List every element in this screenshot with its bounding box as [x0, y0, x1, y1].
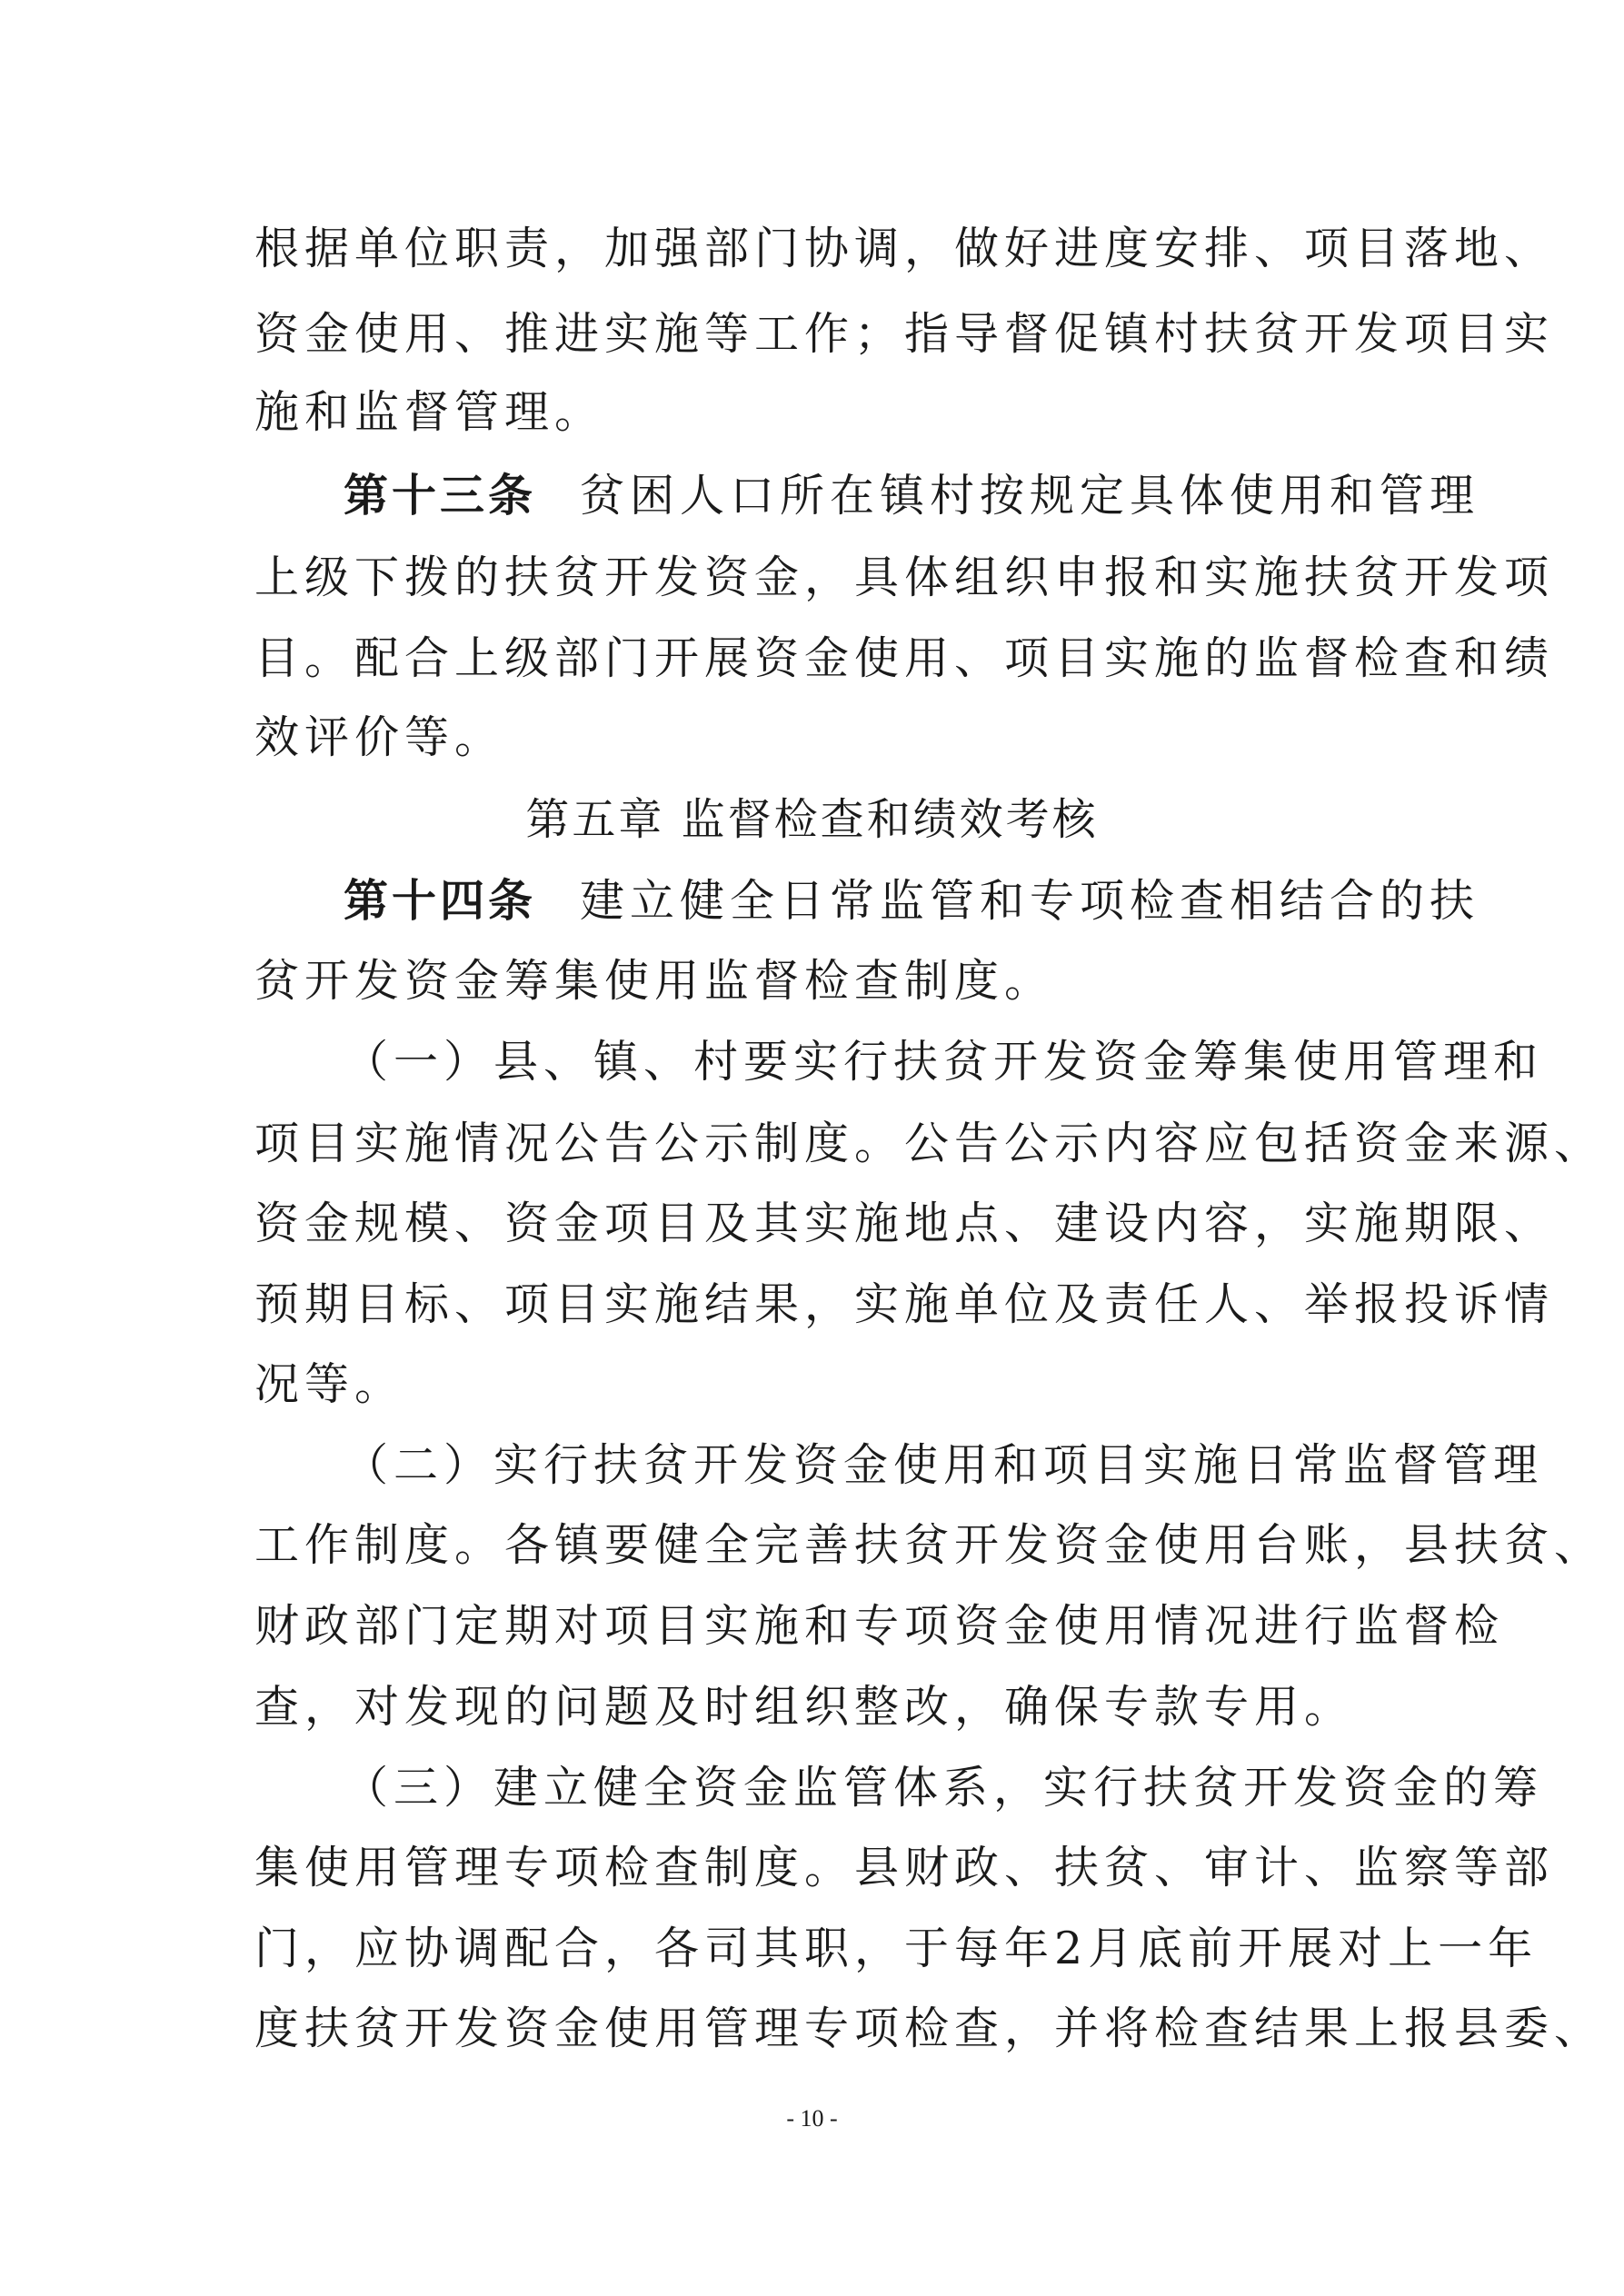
article-13-text: 贫困人口所在镇村按规定具体使用和管理 [580, 470, 1480, 522]
item-2-line-3: 财政部门定期对项目实施和专项资金使用情况进行监督检 [254, 1600, 1505, 1652]
item-1-line-2: 项目实施情况公告公示制度。公告公示内容应包括资金来源、 [254, 1118, 1605, 1169]
chapter-title: 第五章 监督检查和绩效考核 [525, 794, 1099, 845]
item-3-line-3: 门，应协调配合，各司其职，于每年2月底前开展对上一年 [254, 1923, 1539, 1974]
article-14-text: 建立健全日常监管和专项检查相结合的扶 [580, 875, 1480, 927]
paragraph-1-line-3: 施和监督管理。 [254, 386, 605, 438]
article-13-heading: 第十三条 [344, 469, 537, 522]
article-14-line-2: 贫开发资金筹集使用监督检查制度。 [254, 955, 1055, 1007]
paragraph-1-line-1: 根据单位职责，加强部门协调，做好进度安排、项目落地、 [254, 223, 1555, 274]
page-number: - 10 - [786, 2105, 838, 2132]
item-2-line-4: 查，对发现的问题及时组织整改，确保专款专用。 [254, 1681, 1355, 1733]
article-14-line-1 [344, 873, 1480, 929]
item-3-line-2: 集使用管理专项检查制度。县财政、扶贫、审计、监察等部 [254, 1842, 1555, 1893]
paragraph-1-line-2: 资金使用、推进实施等工作；指导督促镇村扶贫开发项目实 [254, 308, 1555, 360]
item-3-line-4: 度扶贫开发资金使用管理专项检查，并将检查结果上报县委、 [254, 2003, 1605, 2054]
item-1-line-5: 况等。 [254, 1358, 405, 1410]
item-1-line-4: 预期目标、项目实施结果，实施单位及责任人、举报投诉情 [254, 1278, 1555, 1330]
article-13-line-1 [344, 468, 1480, 523]
article-14-heading: 第十四条 [344, 874, 537, 927]
item-1-line-3: 资金规模、资金项目及其实施地点、建设内容，实施期限、 [254, 1198, 1555, 1249]
item-2-line-2: 工作制度。各镇要健全完善扶贫开发资金使用台账，县扶贫、 [254, 1519, 1605, 1571]
item-2-line-1: （二）实行扶贫开发资金使用和项目实施日常监督管理 [344, 1439, 1544, 1491]
item-1-line-1: （一）县、镇、村要实行扶贫开发资金筹集使用管理和 [344, 1036, 1544, 1088]
article-13-line-2: 上级下拨的扶贫开发资金，具体组织申报和实施扶贫开发项 [254, 552, 1555, 603]
item-3-line-1: （三）建立健全资金监管体系，实行扶贫开发资金的筹 [344, 1762, 1544, 1814]
article-13-line-4: 效评价等。 [254, 711, 505, 763]
article-13-line-3: 目。配合上级部门开展资金使用、项目实施的监督检查和绩 [254, 632, 1555, 684]
